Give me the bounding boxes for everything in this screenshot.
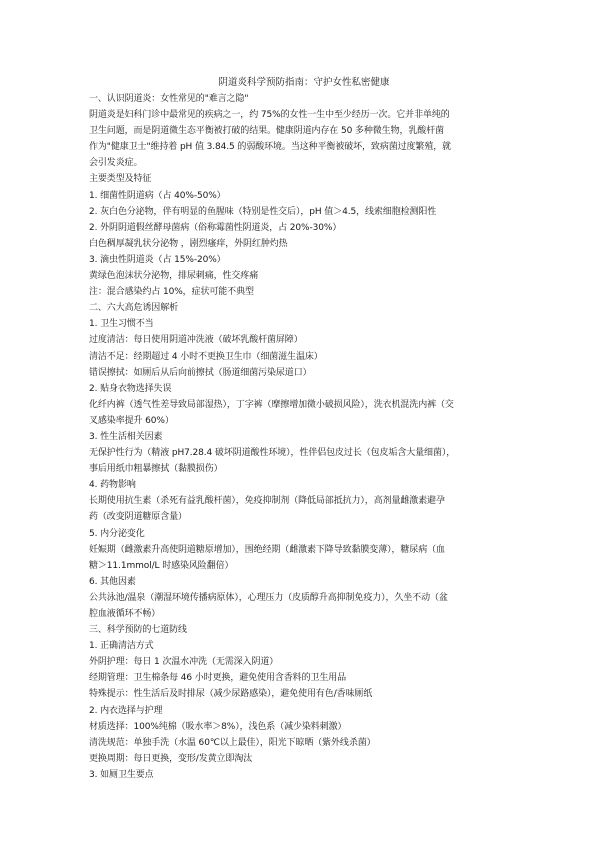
text-line: 2. 灰白色分泌物，伴有明显的鱼腥味（特别是性交后），pH 值＞4.5，线索细胞检测阳性 [89,206,437,217]
text-line: 错误擦拭：如厕后从后向前擦拭（肠道细菌污染尿道口） [89,367,312,378]
text-line: 注：混合感染约占 10%，症状可能不典型 [89,287,254,298]
text-line: 1. 卫生习惯不当 [89,319,154,330]
text-line: 3. 性生活相关因素 [89,431,163,442]
text-line: 更换周期：每日更换，变形/发黄立即淘汰 [89,753,253,764]
text-line: 3. 如厕卫生要点 [89,769,154,780]
text-line: 糖＞11.1mmol/L 时感染风险翻倍） [89,560,234,571]
text-line: 3. 滴虫性阴道炎（占 15%-20%） [89,254,226,265]
text-line: 妊娠期（雌激素升高使阴道糖原增加），围绝经期（雌激素下降导致黏膜变薄），糖尿病（血 [89,544,445,555]
text-line: 1. 细菌性阴道病（占 40%-50%） [89,190,226,201]
document-title: 阴道炎科学预防指南：守护女性私密健康 [218,77,390,88]
text-line: 特殊提示：性生活后及时排尿（减少尿路感染），避免使用有色/香味厕纸 [89,689,373,700]
text-line: 白色稠厚凝乳状分泌物 ，剧烈瘙痒，外阴红肿灼热 [89,238,288,249]
text-line: 三、科学预防的七道防线 [89,625,187,636]
text-line: 叉感染率提升 60%） [89,415,174,426]
text-line: 5. 内分泌变化 [89,528,145,539]
text-line: 经期管理：卫生棉条每 46 小时更换，避免使用含香料的卫生用品 [89,673,347,684]
text-line: 4. 药物影响 [89,480,136,491]
text-line: 作为"健康卫士"维持着 pH 值 3.84.5 的弱酸环境。当这种平衡被破坏，致病菌过度繁殖，就 [89,142,452,153]
text-line: 过度清洁：每日使用阴道冲洗液（破坏乳酸杆菌屏障） [89,335,303,346]
text-line: 会引发炎症。 [89,158,143,169]
text-line: 6. 其他因素 [89,576,136,587]
text-line: 长期使用抗生素（杀死有益乳酸杆菌），免疫抑制剂（降低局部抵抗力），高剂量雌激素避孕 [89,496,445,507]
text-line: 黄绿色泡沫状分泌物，排尿刺痛，性交疼痛 [89,271,259,282]
text-line: 2. 外阴阴道假丝酵母菌病（俗称霉菌性阴道炎，占 20%-30%） [89,222,342,233]
document-body [89,74,519,783]
text-line: 公共泳池/温泉（潮湿环境传播病原体），心理压力（皮质醇升高抑制免疫力），久坐不动（盆 [89,592,448,603]
text-line: 卫生问题，而是阴道微生态平衡被打破的结果。健康阴道内存在 50 多种微生物，乳酸杆菌 [89,126,444,137]
text-line: 2. 贴身衣物选择失误 [89,383,172,394]
text-line: 腔血液循环不畅） [89,609,161,619]
text-line: 1. 正确清洁方式 [89,641,154,652]
text-line: 无保护性行为（精液 pH7.28.4 破坏阴道酸性环境），性伴侣包皮过长（包皮垢含大量细菌）， [89,448,456,459]
text-line: 外阴护理：每日 1 次温水冲洗（无需深入阴道） [89,657,279,668]
text-line: 清洗规范：单独手洗（水温 60℃以上最佳），阳光下晾晒（紫外线杀菌） [89,737,376,748]
text-line: 2. 内衣选择与护理 [89,705,163,716]
text-line: 材质选择：100%纯棉（吸水率＞8%），浅色系（减少染料刺激） [89,721,347,732]
text-line: 主要类型及特征 [89,174,152,185]
text-line: 阴道炎是妇科门诊中最常见的疾病之一，约 75%的女性一生中至少经历一次。它并非单纯的 [89,110,450,121]
text-line: 药（改变阴道糖原含量） [89,512,187,523]
text-line: 事后用纸巾粗暴擦拭（黏膜损伤） [89,464,223,475]
text-lines [89,91,519,783]
text-line: 二、六大高危诱因解析 [89,303,179,314]
text-line: 清洁不足：经期超过 4 小时不更换卫生巾（细菌滋生温床） [89,351,323,362]
text-line: 一、认识阴道炎：女性常见的"难言之隐" [89,94,249,104]
text-line: 化纤内裤（透气性差导致局部湿热），丁字裤（摩擦增加微小破损风险），洗衣机混洗内裤（交 [89,399,454,410]
